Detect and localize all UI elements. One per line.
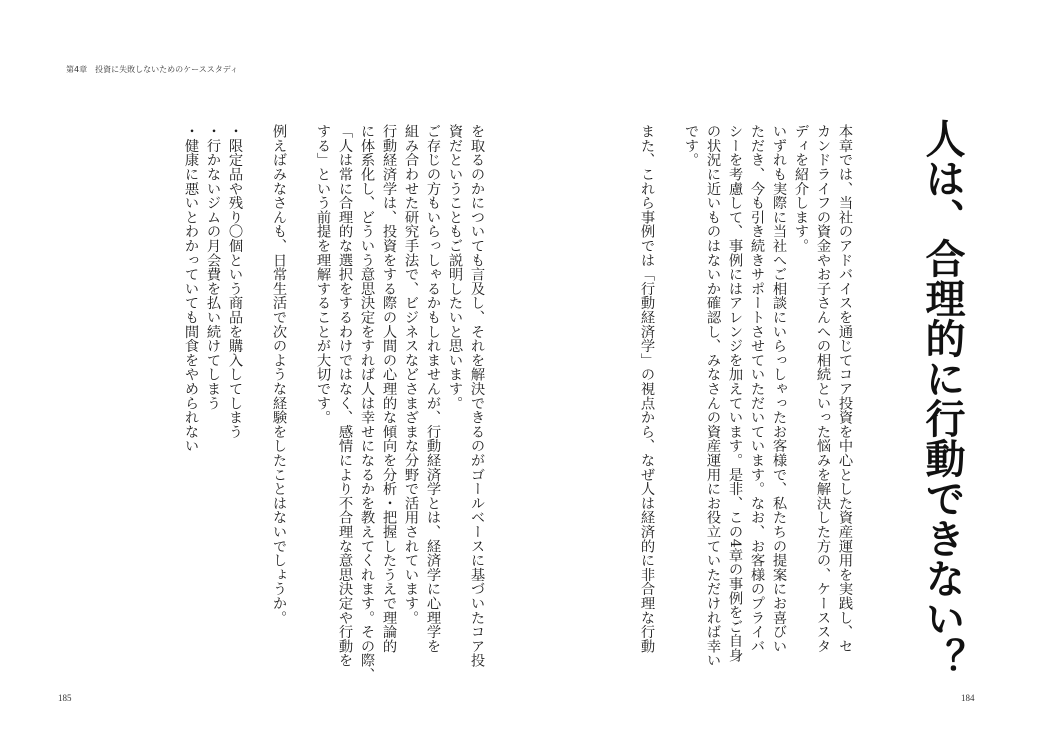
text-column: 例えばみなさんも、日常生活で次のような経験をしたことはないでしょうか。 [271, 124, 287, 625]
bullet-item: ・健康に悪いとわかっていても間食をやめられない [183, 124, 199, 453]
paragraph-gap [246, 124, 268, 654]
text-column: カンドライフの資金やお子さんへの相続といった悩みを解決した方の、ケーススタ [815, 124, 831, 654]
text-column: ただき、今も引き続きサポートさせていただいています。なお、お客様のプライバ [749, 124, 765, 654]
section-title: 人は、合理的に行動できない？ [919, 118, 966, 678]
text-column: ディを紹介します。 [793, 124, 809, 253]
text-column: いずれも実際に当社へご相談にいらっしゃったお客様で、私たちの提案にお喜びい [771, 124, 787, 654]
text-column: 組み合わせた研究手法で、ビジネスなどさまざまな分野で活用されています。 [403, 124, 419, 625]
bullet-item: ・限定品や残り〇個という商品を購入してしまう [227, 124, 243, 439]
text-column: また、これら事例では「行動経済学」の視点から、なぜ人は経済的に非合理な行動 [639, 124, 655, 654]
text-column: に体系化し、どういう意思決定をすれば人は幸せになるかを教えてくれます。その際、 [359, 124, 375, 682]
bullet-item: ・行かないジムの月会費を払い続けてしまう [205, 124, 221, 410]
text-column: 行動経済学は、投資をする際の人間の心理的な傾向を分析・把握したうえで理論的 [381, 124, 397, 654]
text-column: です。 [683, 124, 699, 167]
text-column: の状況に近いものはないか確認し、みなさんの資産運用にお役立ていただければ幸い [705, 124, 721, 668]
page-number-left: 185 [58, 693, 72, 703]
paragraph-gap [658, 124, 680, 654]
text-column: 「人は常に合理的な選択をするわけではなく、感情により不合理な意思決定や行動を [337, 124, 353, 668]
text-column: 資だということもご説明したいと思います。 [447, 124, 463, 410]
left-page-body [88, 124, 488, 682]
text-column: 本章では、当社のアドバイスを通じてコア投資を中心とした資産運用を実践し、セ [837, 124, 853, 654]
right-page-body [639, 124, 856, 668]
text-column: を取るのかについても言及し、それを解決できるのがゴールベースに基づいたコア投 [469, 124, 485, 668]
text-column: ご存じの方もいらっしゃるかもしれませんが、行動経済学とは、経済学に心理学を [425, 124, 441, 654]
page-number-right: 184 [961, 693, 975, 703]
text-column: する」という前提を理解することが大切です。 [315, 124, 331, 425]
text-column: シーを考慮して、事例にはアレンジを加えています。是非、この4章の事例をご自身 [727, 124, 743, 663]
running-head: 第4章 投資に失敗しないためのケーススタディ [66, 65, 239, 74]
paragraph-gap [290, 124, 312, 654]
